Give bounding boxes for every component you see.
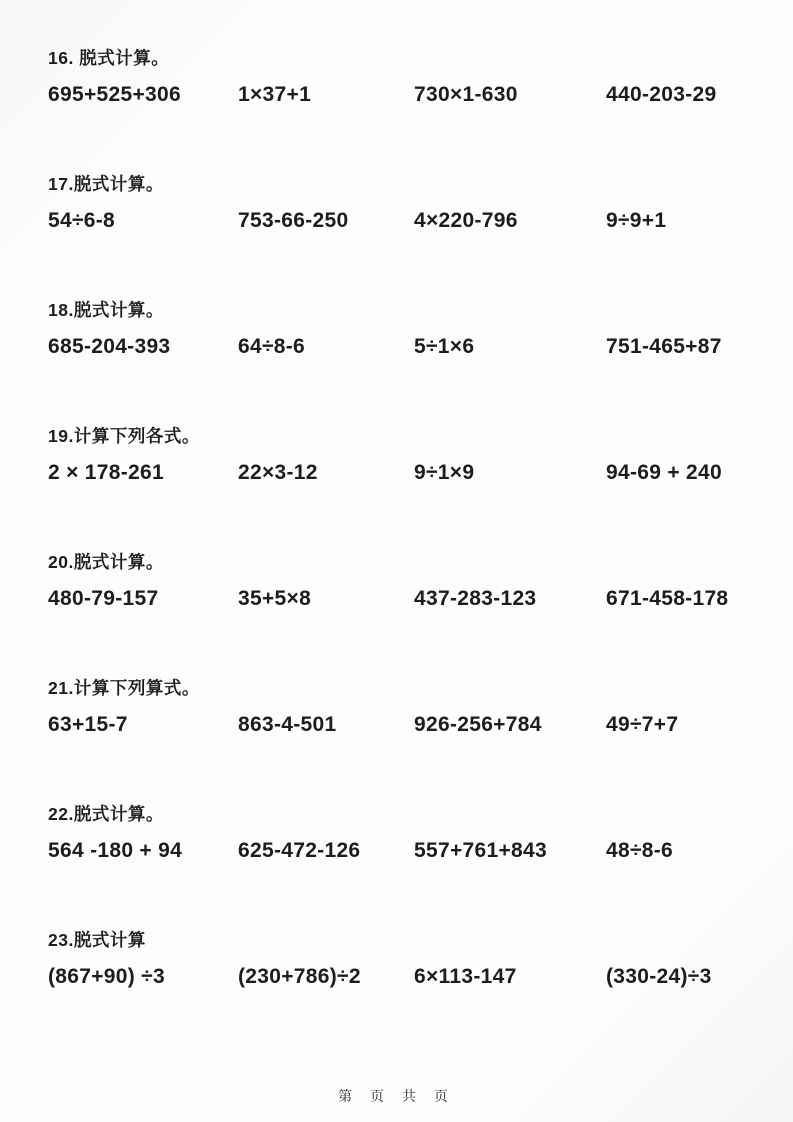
expression-row [48,586,753,611]
section-19 [48,426,753,552]
expression-row [48,460,753,485]
page-footer: 第 页 共 页 [338,1088,455,1104]
math-expression: 5÷1×6 [414,335,475,358]
math-expression: (330-24)÷3 [606,965,712,988]
section-20 [48,552,753,678]
math-expression: 926-256+784 [414,713,542,736]
math-expression: 35+5×8 [238,587,312,610]
math-expression: 863-4-501 [238,713,337,736]
math-expression: (230+786)÷2 [238,965,361,988]
expression-row [48,208,753,233]
expression-row [48,964,753,989]
math-expression: 48÷8-6 [606,839,674,862]
math-expression: 1×37+1 [238,83,312,106]
section-heading: 22.脱式计算。 [48,804,164,824]
math-expression: 564 -180 + 94 [48,839,183,862]
math-expression: 6×113-147 [414,965,517,988]
section-18 [48,300,753,426]
math-expression: 751-465+87 [606,335,722,358]
section-16 [48,48,753,174]
section-17 [48,174,753,300]
math-expression: 2 × 178-261 [48,461,164,484]
math-expression: 671-458-178 [606,587,729,610]
section-heading: 21.计算下列算式。 [48,678,200,698]
section-21 [48,678,753,804]
section-heading: 19.计算下列各式。 [48,426,200,446]
math-expression: 730×1-630 [414,83,518,106]
expression-row [48,82,753,107]
section-23 [48,930,753,1056]
math-expression: 49÷7+7 [606,713,679,736]
section-heading: 16. 脱式计算。 [48,48,170,68]
math-expression: 22×3-12 [238,461,318,484]
math-expression: 64÷8-6 [238,335,306,358]
math-expression: 437-283-123 [414,587,537,610]
math-expression: 94-69 + 240 [606,461,722,484]
math-expression: 54÷6-8 [48,209,116,232]
expression-row [48,838,753,863]
math-expression: 9÷1×9 [414,461,475,484]
section-22 [48,804,753,930]
math-expression: 440-203-29 [606,83,717,106]
section-heading: 20.脱式计算。 [48,552,164,572]
math-expression: 685-204-393 [48,335,171,358]
expression-row [48,712,753,737]
math-expression: 625-472-126 [238,839,361,862]
math-expression: (867+90) ÷3 [48,965,165,988]
expression-row [48,334,753,359]
section-heading: 23.脱式计算 [48,930,146,950]
math-expression: 9÷9+1 [606,209,667,232]
math-expression: 480-79-157 [48,587,159,610]
math-expression: 557+761+843 [414,839,547,862]
math-expression: 4×220-796 [414,209,518,232]
section-heading: 17.脱式计算。 [48,174,164,194]
math-expression: 695+525+306 [48,83,181,106]
section-heading: 18.脱式计算。 [48,300,164,320]
math-expression: 753-66-250 [238,209,349,232]
math-expression: 63+15-7 [48,713,128,736]
